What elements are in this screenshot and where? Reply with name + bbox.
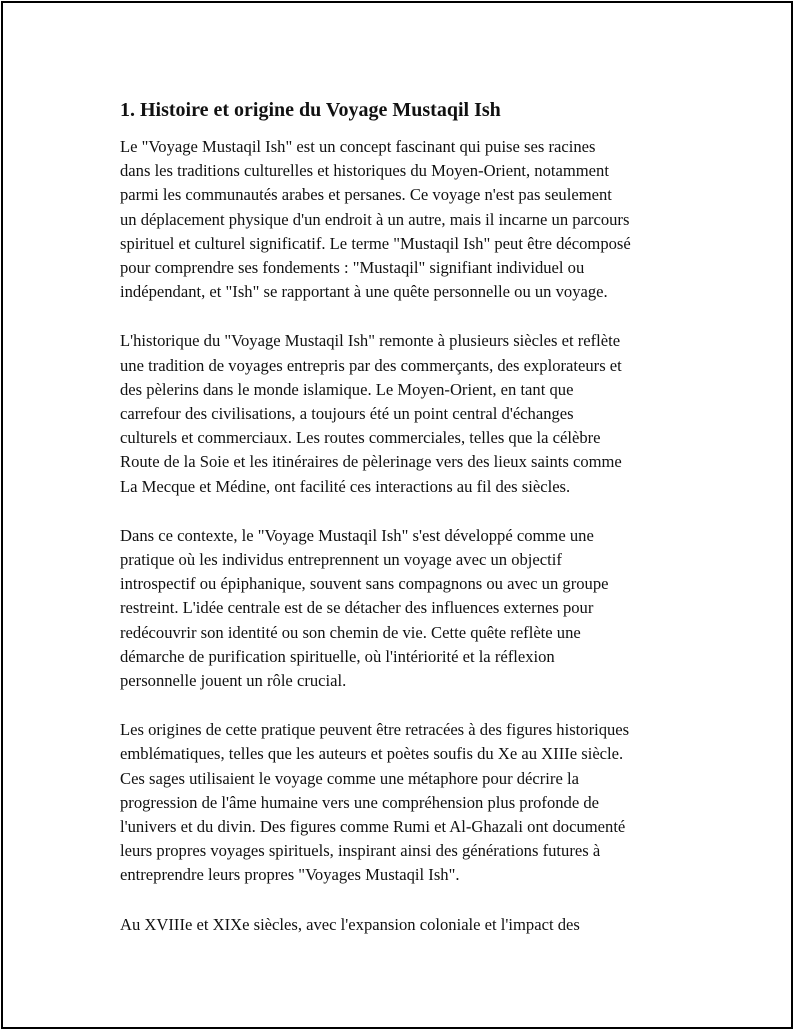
text-line: Le "Voyage Mustaqil Ish" est un concept fascinant qui puise ses racines — [120, 137, 596, 156]
text-line: indépendant, et "Ish" se rapportant à une quête personnelle ou un voyage. — [120, 282, 608, 302]
text-line: introspectif ou épiphanique, souvent sans compagnons ou avec un groupe — [120, 574, 609, 594]
text-line: L'historique du "Voyage Mustaqil Ish" remonte à plusieurs siècles et reflète — [120, 331, 621, 351]
text-line: restreint. L'idée centrale est de se détacher des influences externes pour — [120, 598, 594, 618]
text-line: pratique où les individus entreprennent un voyage avec un objectif — [120, 550, 562, 570]
text-line: La Mecque et Médine, ont facilité ces interactions au fil des siècles. — [120, 476, 571, 496]
text-line: personnelle jouent un rôle crucial. — [120, 671, 347, 691]
document-body — [120, 98, 686, 962]
text-line: redécouvrir son identité ou son chemin de vie. Cette quête reflète une — [120, 622, 581, 642]
text-line: démarche de purification spirituelle, où l'intériorité et la réflexion — [120, 646, 555, 666]
text-line: pour comprendre ses fondements : "Mustaqil" signifiant individuel ou — [120, 258, 585, 278]
paragraph — [120, 135, 686, 304]
paragraph — [120, 913, 686, 937]
text-line: carrefour des civilisations, a toujours été un point central d'échanges — [120, 404, 574, 424]
text-line: Au XVIIIe et XIXe siècles, avec l'expansion coloniale et l'impact des — [120, 914, 580, 934]
text-line: emblématiques, telles que les auteurs et poètes soufis du Xe au XIIIe siècle. — [120, 744, 624, 764]
paragraph — [120, 718, 686, 887]
text-line: progression de l'âme humaine vers une compréhension plus profonde de — [120, 792, 600, 812]
section-title: 1. Histoire et origine du Voyage Mustaqil Ish — [120, 99, 501, 121]
text-line: spirituel et culturel significatif. Le terme "Mustaqil Ish" peut être décomposé — [120, 233, 631, 253]
paragraph — [120, 524, 686, 693]
text-line: Les origines de cette pratique peuvent être retracées à des figures historiques — [120, 720, 630, 740]
text-line: dans les traditions culturelles et historiques du Moyen-Orient, notamment — [120, 161, 609, 181]
text-line: des pèlerins dans le monde islamique. Le Moyen-Orient, en tant que — [120, 379, 574, 399]
text-line: entreprendre leurs propres "Voyages Mustaqil Ish". — [120, 865, 460, 885]
text-line: un déplacement physique d'un endroit à un autre, mais il incarne un parcours — [120, 209, 630, 229]
text-line: Ces sages utilisaient le voyage comme une métaphore pour décrire la — [120, 768, 579, 788]
text-line: leurs propres voyages spirituels, inspirant ainsi des générations futures à — [120, 841, 601, 861]
text-line: une tradition de voyages entrepris par des commerçants, des explorateurs et — [120, 355, 622, 375]
text-line: Route de la Soie et les itinéraires de pèlerinage vers des lieux saints comme — [120, 452, 622, 472]
text-line: culturels et commerciaux. Les routes commerciales, telles que la célèbre — [120, 428, 601, 448]
text-line: l'univers et du divin. Des figures comme Rumi et Al-Ghazali ont documenté — [120, 817, 626, 837]
text-line: Dans ce contexte, le "Voyage Mustaqil Ish" s'est développé comme une — [120, 525, 594, 545]
document-page — [1, 1, 793, 1029]
paragraph — [120, 329, 686, 498]
text-line: parmi les communautés arabes et persanes. Ce voyage n'est pas seulement — [120, 185, 612, 205]
